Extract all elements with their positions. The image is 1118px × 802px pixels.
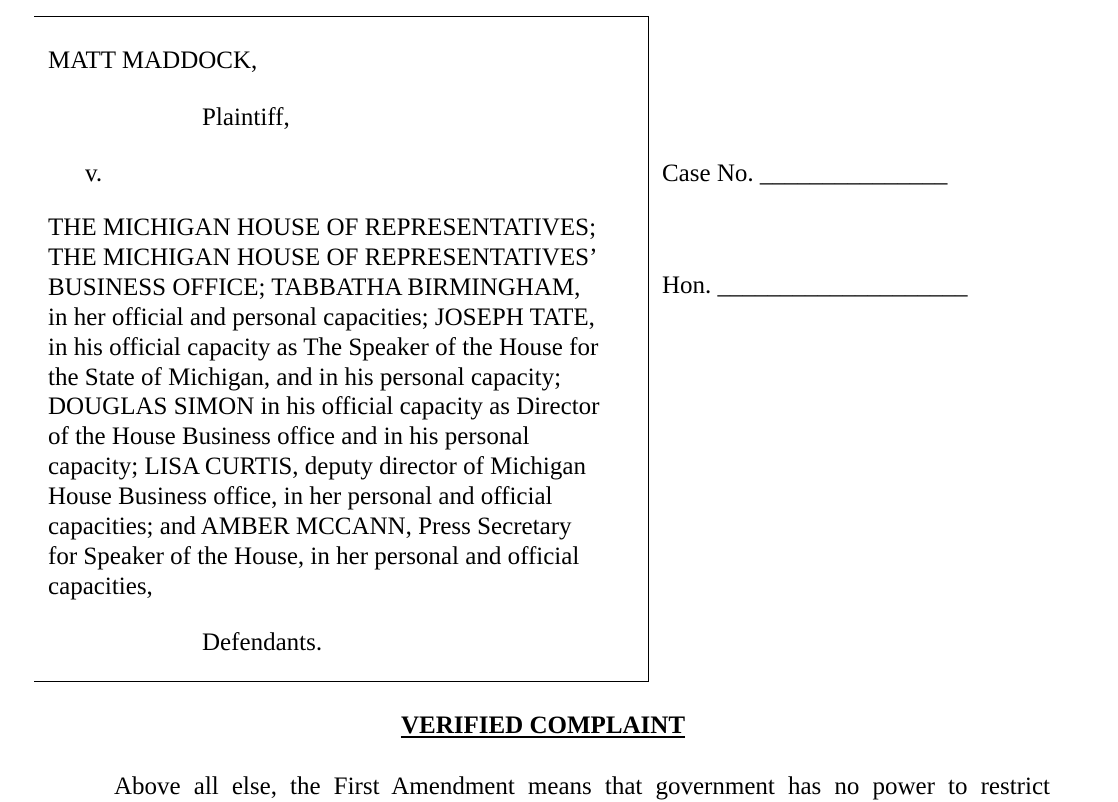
defendants-line: the State of Michigan, and in his personal capacity;	[48, 363, 562, 391]
defendants-line: capacities,	[48, 572, 153, 600]
defendants-line: BUSINESS OFFICE; TABBATHA BIRMINGHAM,	[48, 273, 581, 301]
document-title: VERIFIED COMPLAINT	[400, 712, 686, 739]
defendants-line: DOUGLAS SIMON in his official capacity as Director	[48, 393, 600, 421]
case-number-field: Case No. _______________	[662, 160, 948, 187]
defendants-line: in his official capacity as The Speaker of the House for	[48, 333, 599, 361]
plaintiff-label: Plaintiff,	[202, 104, 290, 131]
judge-field: Hon. ____________________	[662, 272, 968, 299]
defendants-line: of the House Business office and in his personal	[48, 423, 530, 451]
plaintiff-name: MATT MADDOCK,	[48, 47, 258, 74]
defendants-label: Defendants.	[202, 629, 323, 656]
defendants-line: THE MICHIGAN HOUSE OF REPRESENTATIVES’	[48, 243, 598, 271]
defendants-line: in her official and personal capacities; JOSEPH TATE,	[48, 303, 595, 331]
body-paragraph: Above all else, the First Amendment means that government has no power to restrict	[114, 773, 1050, 800]
defendants-line: capacity; LISA CURTIS, deputy director of Michigan	[48, 453, 586, 481]
defendants-line: for Speaker of the House, in her personal and official	[48, 542, 580, 570]
defendants-line: capacities; and AMBER MCCANN, Press Secretary	[48, 513, 572, 541]
defendants-line: THE MICHIGAN HOUSE OF REPRESENTATIVES;	[48, 214, 597, 241]
versus-label: v.	[85, 160, 103, 187]
defendants-line: House Business office, in her personal and official	[48, 483, 553, 511]
defendants-list	[48, 213, 638, 602]
